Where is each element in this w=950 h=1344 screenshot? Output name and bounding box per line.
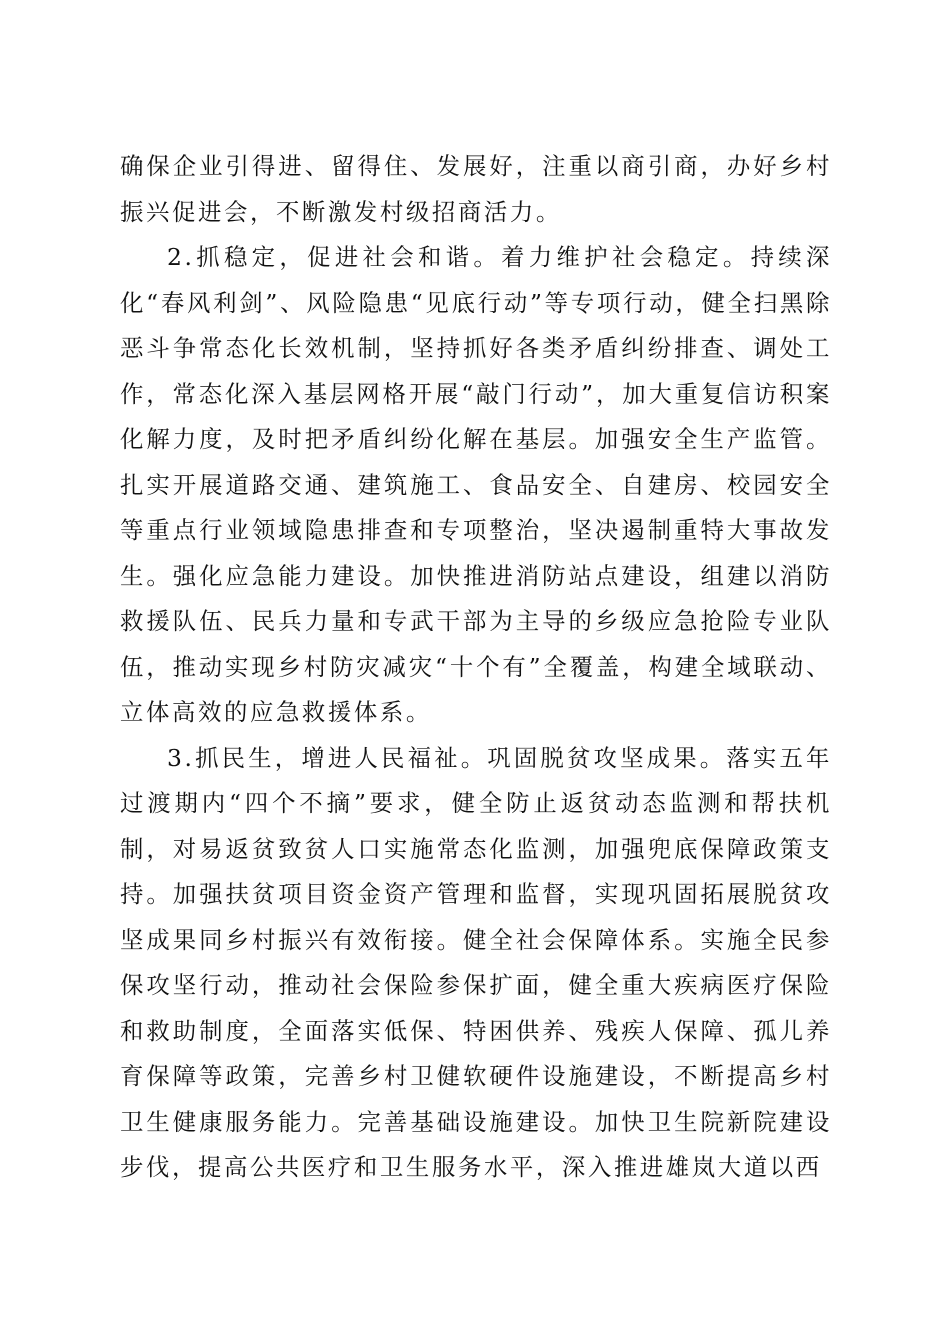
paragraph-livelihood: 3.抓民生，增进人民福祉。巩固脱贫攻坚成果。落实五年过渡期内“四个不摘”要求，健全防止返贫动态监测和帮扶机制，对易返贫致贫人口实施常态化监测，加强兜底保障政策支持。加强扶贫项目资金资产管理和监督，实现巩固拓展脱贫攻坚成果同乡村振兴有效衔接。健全社会保障体系。实施全民参保攻坚行动，推动社会保险参保扩面，健全重大疾病医疗保险和救助制度，全面落实低保、特困供养、残疾人保障、孤儿养育保障等政策，完善乡村卫健软硬件设施建设，不断提高乡村卫生健康服务能力。完善基础设施建设。加快卫生院新院建设步伐，提高公共医疗和卫生服务水平，深入推进雄岚大道以西 xyxy=(120,743,832,1181)
document-body xyxy=(120,144,832,1191)
paragraph-stability: 2.抓稳定，促进社会和谐。着力维护社会稳定。持续深化“春风利剑”、风险隐患“见底行动”等专项行动，健全扫黑除恶斗争常态化长效机制，坚持抓好各类矛盾纠纷排查、调处工作，常态化深入基层网格开展“敲门行动”，加大重复信访积案化解力度，及时把矛盾纠纷化解在基层。加强安全生产监管。扎实开展道路交通、建筑施工、食品安全、自建房、校园安全等重点行业领域隐患排查和专项整治，坚决遏制重特大事故发生。强化应急能力建设。加快推进消防站点建设，组建以消防救援队伍、民兵力量和专武干部为主导的乡级应急抢险专业队伍，推动实现乡村防灾减灾“十个有”全覆盖，构建全域联动、立体高效的应急救援体系。 xyxy=(120,243,832,726)
paragraph-continuation: 确保企业引得进、留得住、发展好，注重以商引商，办好乡村振兴促进会，不断激发村级招商活力。 xyxy=(120,152,832,226)
